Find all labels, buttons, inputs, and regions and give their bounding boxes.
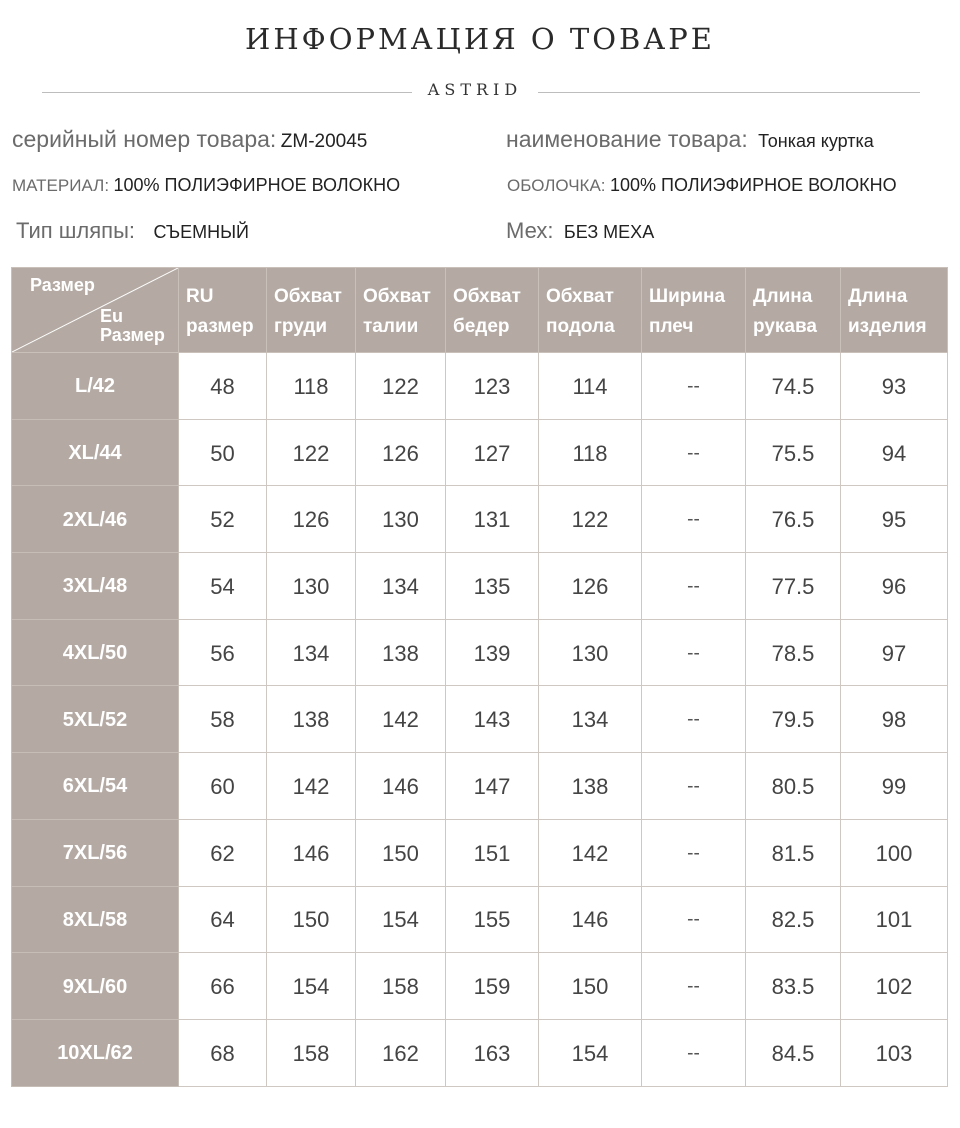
table-cell: 97 bbox=[841, 619, 948, 686]
table-cell: 98 bbox=[841, 686, 948, 753]
table-cell: 142 bbox=[356, 686, 446, 753]
table-row bbox=[12, 553, 948, 620]
column-header bbox=[746, 268, 841, 353]
table-cell: 122 bbox=[267, 419, 356, 486]
table-cell: 135 bbox=[446, 553, 539, 620]
table-cell: 146 bbox=[267, 819, 356, 886]
column-header-line-1: Длина bbox=[848, 286, 908, 307]
corner-label-size: Размер bbox=[30, 275, 95, 295]
table-cell: -- bbox=[642, 353, 746, 420]
brand-divider bbox=[42, 80, 920, 104]
table-cell: 163 bbox=[446, 1019, 539, 1086]
table-cell: 66 bbox=[179, 953, 267, 1020]
table-cell: 127 bbox=[446, 419, 539, 486]
table-cell: 142 bbox=[539, 819, 642, 886]
table-cell: 83.5 bbox=[746, 953, 841, 1020]
table-cell: 50 bbox=[179, 419, 267, 486]
table-cell: 103 bbox=[841, 1019, 948, 1086]
table-header-row bbox=[12, 268, 948, 353]
column-header bbox=[446, 268, 539, 353]
column-header bbox=[267, 268, 356, 353]
table-cell: 150 bbox=[356, 819, 446, 886]
table-cell: -- bbox=[642, 553, 746, 620]
fur-info bbox=[506, 218, 654, 244]
table-cell: 96 bbox=[841, 553, 948, 620]
table-cell: 122 bbox=[539, 486, 642, 553]
table-cell: 147 bbox=[446, 753, 539, 820]
table-cell: 54 bbox=[179, 553, 267, 620]
table-cell: 118 bbox=[539, 419, 642, 486]
table-cell: 60 bbox=[179, 753, 267, 820]
serial-number-value: ZM-20045 bbox=[280, 131, 368, 152]
column-header-line-2: плеч bbox=[649, 316, 694, 337]
size-label-cell: 4XL/50 bbox=[12, 619, 179, 686]
column-header-line-1: RU bbox=[186, 286, 214, 307]
table-row bbox=[12, 886, 948, 953]
size-label-cell: 3XL/48 bbox=[12, 553, 179, 620]
table-cell: 95 bbox=[841, 486, 948, 553]
column-header-line-2: рукава bbox=[753, 316, 817, 337]
table-cell: -- bbox=[642, 486, 746, 553]
table-row bbox=[12, 1019, 948, 1086]
table-cell: -- bbox=[642, 819, 746, 886]
table-cell: 138 bbox=[539, 753, 642, 820]
table-cell: 68 bbox=[179, 1019, 267, 1086]
table-cell: -- bbox=[642, 619, 746, 686]
column-header bbox=[539, 268, 642, 353]
size-label-cell: XL/44 bbox=[12, 419, 179, 486]
product-name-value: Тонкая куртка bbox=[758, 131, 874, 151]
size-label-cell: 7XL/56 bbox=[12, 819, 179, 886]
size-chart-table bbox=[11, 267, 948, 1087]
page-title: ИНФОРМАЦИЯ О ТОВАРЕ bbox=[245, 22, 715, 56]
shell-info bbox=[507, 175, 897, 196]
column-header-line-2: груди bbox=[274, 316, 328, 337]
table-cell: 93 bbox=[841, 353, 948, 420]
table-cell: -- bbox=[642, 753, 746, 820]
material-label: МАТЕРИАЛ: bbox=[12, 176, 110, 195]
table-cell: 143 bbox=[446, 686, 539, 753]
table-cell: 64 bbox=[179, 886, 267, 953]
table-row bbox=[12, 619, 948, 686]
table-cell: 131 bbox=[446, 486, 539, 553]
table-cell: 150 bbox=[267, 886, 356, 953]
table-cell: 150 bbox=[539, 953, 642, 1020]
table-cell: 52 bbox=[179, 486, 267, 553]
table-cell: 122 bbox=[356, 353, 446, 420]
table-cell: 146 bbox=[539, 886, 642, 953]
table-cell: 154 bbox=[356, 886, 446, 953]
size-label-cell: 5XL/52 bbox=[12, 686, 179, 753]
column-header-line-2: изделия bbox=[848, 316, 927, 337]
table-cell: 82.5 bbox=[746, 886, 841, 953]
table-cell: 134 bbox=[539, 686, 642, 753]
table-cell: 139 bbox=[446, 619, 539, 686]
product-name-label: наименование товара: bbox=[506, 126, 748, 152]
fur-label: Мех: bbox=[506, 218, 554, 243]
column-header-line-2: талии bbox=[363, 316, 419, 337]
table-cell: 62 bbox=[179, 819, 267, 886]
table-row bbox=[12, 753, 948, 820]
fur-value: БЕЗ МЕХА bbox=[563, 222, 655, 242]
serial-number-label: серийный номер товара: bbox=[12, 126, 277, 152]
shell-label: ОБОЛОЧКА: bbox=[507, 176, 606, 195]
column-header-line-2: подола bbox=[546, 316, 615, 337]
table-cell: 158 bbox=[356, 953, 446, 1020]
table-row bbox=[12, 486, 948, 553]
column-header bbox=[642, 268, 746, 353]
size-label-cell: 10XL/62 bbox=[12, 1019, 179, 1086]
serial-number-info bbox=[12, 126, 367, 153]
column-header bbox=[356, 268, 446, 353]
column-header-line-1: Ширина bbox=[649, 286, 726, 307]
table-cell: 78.5 bbox=[746, 619, 841, 686]
table-cell: 130 bbox=[356, 486, 446, 553]
table-row bbox=[12, 953, 948, 1020]
table-cell: 84.5 bbox=[746, 1019, 841, 1086]
table-cell: 154 bbox=[267, 953, 356, 1020]
table-cell: 76.5 bbox=[746, 486, 841, 553]
divider-line-left bbox=[42, 92, 412, 93]
table-cell: 138 bbox=[356, 619, 446, 686]
table-cell: -- bbox=[642, 886, 746, 953]
hat-type-info bbox=[16, 218, 249, 244]
table-cell: -- bbox=[642, 1019, 746, 1086]
table-body bbox=[12, 353, 948, 1087]
table-cell: 48 bbox=[179, 353, 267, 420]
table-cell: 126 bbox=[356, 419, 446, 486]
column-header-line-1: Обхват bbox=[274, 286, 342, 307]
table-row bbox=[12, 353, 948, 420]
table-cell: 79.5 bbox=[746, 686, 841, 753]
size-label-cell: L/42 bbox=[12, 353, 179, 420]
column-header-line-2: бедер bbox=[453, 316, 510, 337]
column-header-line-1: Длина bbox=[753, 286, 813, 307]
size-label-cell: 6XL/54 bbox=[12, 753, 179, 820]
table-cell: 162 bbox=[356, 1019, 446, 1086]
hat-type-label: Тип шляпы: bbox=[16, 218, 136, 243]
table-cell: 102 bbox=[841, 953, 948, 1020]
table-row bbox=[12, 686, 948, 753]
table-cell: 114 bbox=[539, 353, 642, 420]
size-label-cell: 2XL/46 bbox=[12, 486, 179, 553]
table-cell: 101 bbox=[841, 886, 948, 953]
table-cell: 56 bbox=[179, 619, 267, 686]
column-header-line-2: размер bbox=[186, 316, 254, 337]
column-header bbox=[841, 268, 948, 353]
table-cell: 94 bbox=[841, 419, 948, 486]
brand-name: ASTRID bbox=[427, 80, 523, 99]
table-cell: 146 bbox=[356, 753, 446, 820]
table-cell: -- bbox=[642, 419, 746, 486]
divider-line-right bbox=[538, 92, 920, 93]
table-cell: 130 bbox=[267, 553, 356, 620]
table-cell: 81.5 bbox=[746, 819, 841, 886]
column-header-line-1: Обхват bbox=[546, 286, 614, 307]
table-cell: 126 bbox=[539, 553, 642, 620]
corner-label-eu-size bbox=[100, 307, 165, 345]
table-cell: 80.5 bbox=[746, 753, 841, 820]
table-row bbox=[12, 819, 948, 886]
table-cell: -- bbox=[642, 953, 746, 1020]
table-cell: 134 bbox=[356, 553, 446, 620]
table-cell: 158 bbox=[267, 1019, 356, 1086]
table-cell: 74.5 bbox=[746, 353, 841, 420]
corner-label-eu: Eu bbox=[100, 306, 124, 326]
table-cell: 155 bbox=[446, 886, 539, 953]
table-cell: 77.5 bbox=[746, 553, 841, 620]
table-cell: 151 bbox=[446, 819, 539, 886]
size-label-cell: 8XL/58 bbox=[12, 886, 179, 953]
column-header-line-1: Обхват bbox=[363, 286, 431, 307]
shell-value: 100% ПОЛИЭФИРНОЕ ВОЛОКНО bbox=[609, 175, 897, 195]
table-cell: 75.5 bbox=[746, 419, 841, 486]
table-cell: 159 bbox=[446, 953, 539, 1020]
table-cell: 142 bbox=[267, 753, 356, 820]
product-name-info bbox=[506, 126, 874, 153]
material-value: 100% ПОЛИЭФИРНОЕ ВОЛОКНО bbox=[113, 175, 401, 195]
table-cell: 118 bbox=[267, 353, 356, 420]
column-header-line-1: Обхват bbox=[453, 286, 521, 307]
table-cell: 100 bbox=[841, 819, 948, 886]
table-cell: 154 bbox=[539, 1019, 642, 1086]
table-cell: 134 bbox=[267, 619, 356, 686]
table-cell: 130 bbox=[539, 619, 642, 686]
corner-header-cell bbox=[12, 268, 179, 353]
table-cell: 138 bbox=[267, 686, 356, 753]
table-cell: 123 bbox=[446, 353, 539, 420]
table-cell: 99 bbox=[841, 753, 948, 820]
corner-label-eu-size-text: Размер bbox=[100, 325, 165, 345]
table-cell: 58 bbox=[179, 686, 267, 753]
hat-type-value: СЪЕМНЫЙ bbox=[153, 222, 249, 242]
column-header bbox=[179, 268, 267, 353]
table-cell: -- bbox=[642, 686, 746, 753]
table-cell: 126 bbox=[267, 486, 356, 553]
size-label-cell: 9XL/60 bbox=[12, 953, 179, 1020]
table-row bbox=[12, 419, 948, 486]
material-info bbox=[12, 175, 400, 196]
